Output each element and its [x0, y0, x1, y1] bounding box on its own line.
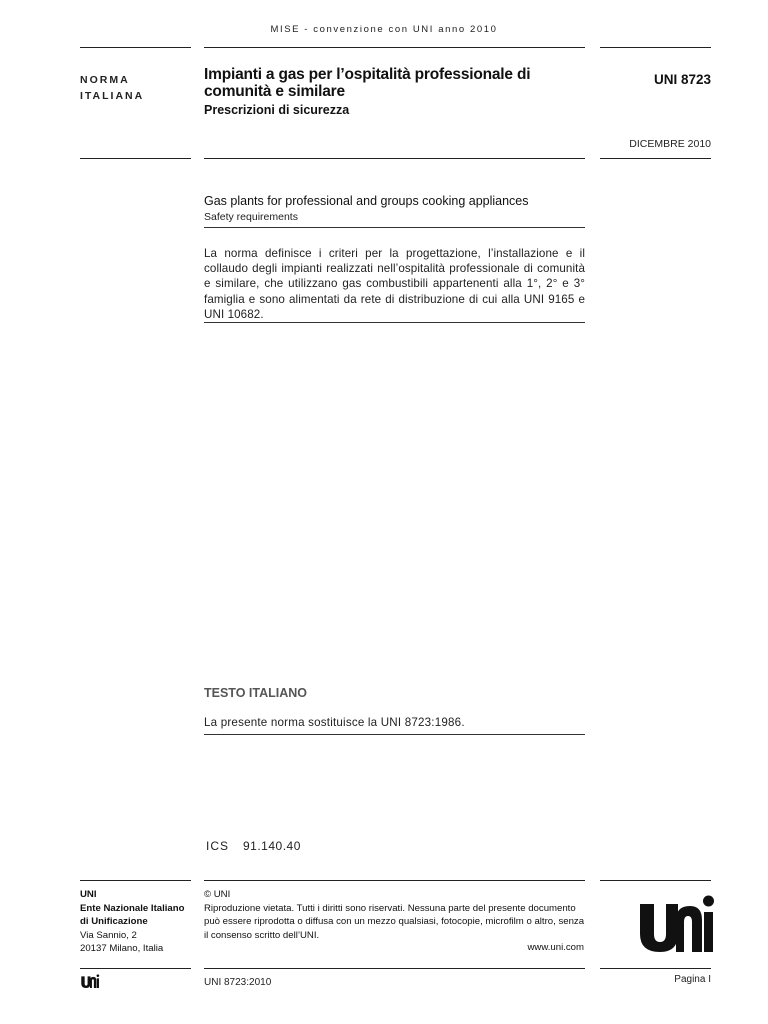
bottom-rule-left: [80, 880, 191, 881]
publication-date: DICEMBRE 2010: [629, 138, 711, 150]
convention-header: MISE - convenzione con UNI anno 2010: [270, 24, 498, 35]
bottom-rule-middle: [204, 880, 585, 881]
bottom-rule-right: [600, 880, 711, 881]
copyright-line2: può essere riprodotta o diffusa con un mezzo qualsiasi, fotocopie, microfilm o altro, senza: [204, 916, 585, 927]
standard-code: UNI 8723: [653, 72, 711, 87]
org-name: UNI: [80, 889, 97, 900]
english-title: Gas plants for professional and groups cooking appliances: [204, 194, 529, 208]
title-rule-left: [80, 158, 191, 159]
english-subtitle: Safety requirements: [204, 211, 298, 223]
copyright-line1: Riproduzione vietata. Tutti i diritti sono riservati. Nessuna parte del presente documento: [204, 902, 576, 914]
top-rule-middle: [204, 47, 585, 48]
footer-document-code: UNI 8723:2010: [204, 977, 272, 988]
document-title: [204, 66, 574, 100]
uni-logo: [638, 890, 714, 956]
title-line2: comunità e similare: [204, 83, 345, 100]
org-full-name-line1: Ente Nazionale Italiano: [80, 902, 185, 914]
copyright-notice: [204, 888, 585, 942]
language-label: TESTO ITALIANO: [204, 686, 308, 700]
org-address-line2: 20137 Milano, Italia: [80, 943, 164, 954]
title-rule-middle: [204, 158, 585, 159]
page-number: Pagina I: [674, 974, 711, 985]
replacement-note: La presente norma sostituisce la UNI 8723:1986.: [204, 716, 465, 729]
document-subtitle: Prescrizioni di sicurezza: [204, 103, 350, 117]
norma-label-line1: NORMA: [80, 74, 130, 86]
copyright-line3: il consenso scritto dell’UNI.: [204, 929, 320, 941]
footer-rule-middle: [204, 968, 585, 969]
footer-rule-left: [80, 968, 191, 969]
copyright-symbol-line: © UNI: [204, 889, 231, 900]
footer-rule-right: [600, 968, 711, 969]
title-line1: Impianti a gas per l’ospitalità professionale di: [204, 66, 531, 83]
org-address-line1: Via Sannio, 2: [80, 929, 137, 941]
norma-italiana-label: [80, 72, 144, 104]
ics-label: ICS: [206, 839, 230, 853]
organization-address: [80, 888, 185, 956]
english-title-rule: [204, 227, 585, 228]
norma-label-line2: ITALIANA: [80, 90, 145, 102]
ics-code: 91.140.40: [243, 839, 301, 853]
top-rule-left: [80, 47, 191, 48]
uni-logo-small: [80, 973, 100, 989]
abstract-text: La norma definisce i criteri per la progettazione, l’installazione e il collaudo degli impianti realizzati nell’ospitalità professionale di comunità e similare, che utilizzano gas combustibili appartenenti alla 1°, 2° e 3° famiglia e sono alimentati da rete di distribuzione di cui alla UNI 9165 e UNI 10682.: [204, 247, 585, 321]
title-rule-right: [600, 158, 711, 159]
abstract-rule: [204, 322, 585, 323]
replacement-rule: [204, 734, 585, 735]
top-rule-right: [600, 47, 711, 48]
website-link[interactable]: www.uni.com: [527, 942, 584, 953]
org-full-name-line2: di Unificazione: [80, 916, 148, 927]
